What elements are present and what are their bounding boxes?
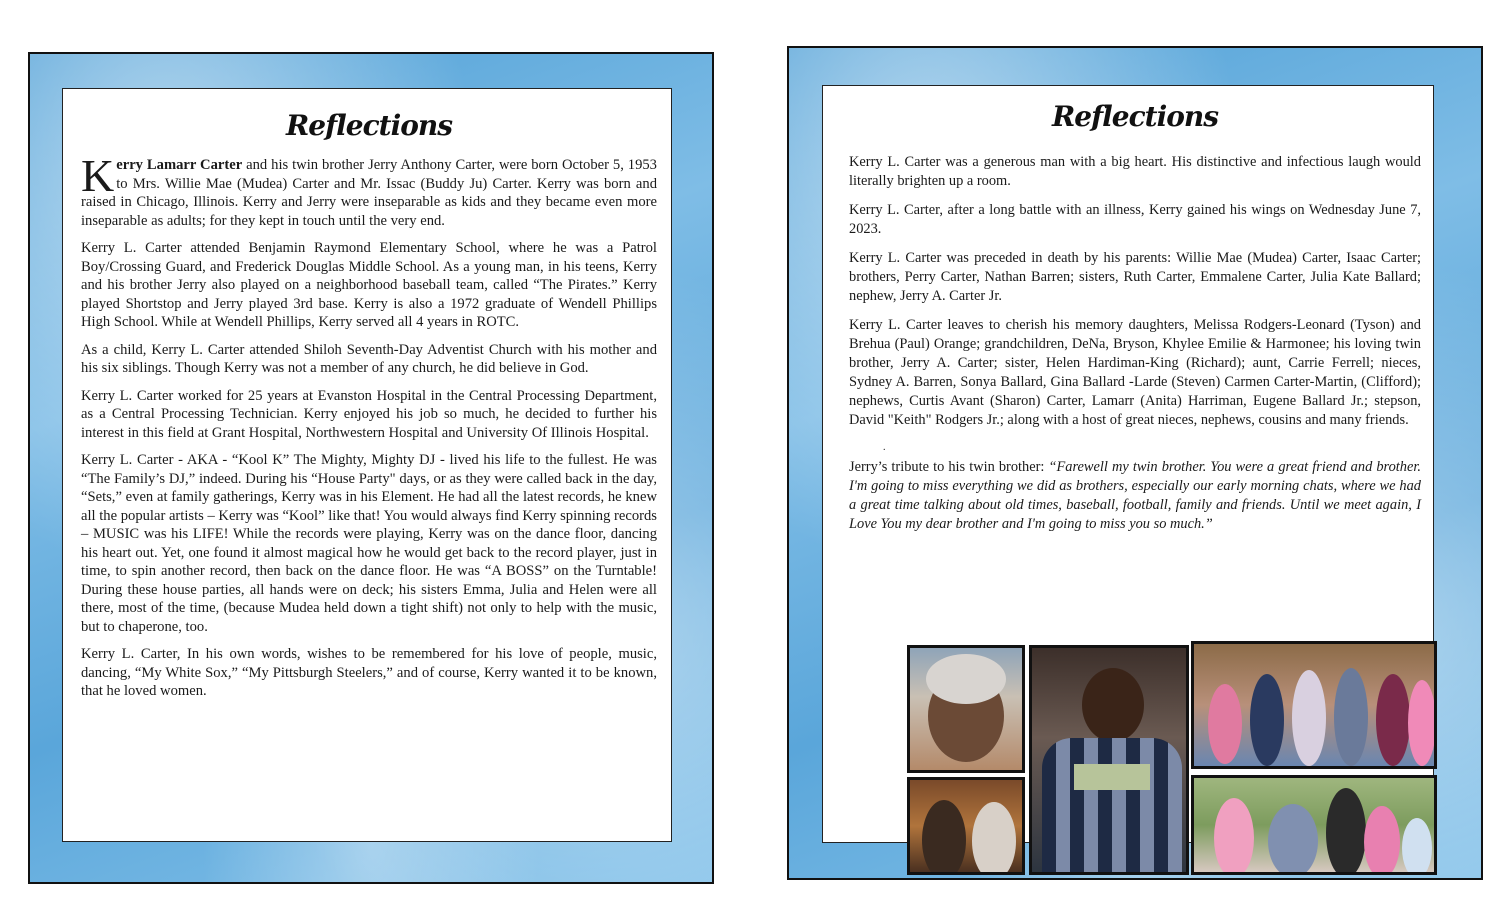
left-page-text-frame <box>62 88 672 842</box>
tribute-lead: Jerry’s tribute to his twin brother: <box>849 459 1049 475</box>
spacer-mark: . <box>883 442 886 453</box>
intro-name: erry Lamarr Carter <box>116 157 243 173</box>
left-page <box>28 52 714 884</box>
paragraph-tribute <box>849 458 1421 534</box>
left-page-heading: Reflections <box>286 109 452 142</box>
paragraph-remembered: Kerry L. Carter, In his own words, wishes to be remembered for his love of people, music, dancing, “My White Sox,” “My Pittsburgh Steelers,” and of course, Kerry wanted it to be known, that he loved women. <box>81 646 657 699</box>
paragraph-dj: Kerry L. Carter - AKA - “Kool K” The Mighty, Mighty DJ - lived his life to the fullest. He was “The Family’s DJ,” indeed. During his “House Party" days, or as they were called back in the day, “Sets,” even at family gatherings, Kerry was in his Element. He had all the latest records, he knew all the popular artists – Kerry was “Kool” like that! You would always find Kerry spinning records – MUSIC was his LIFE! While the records were playing, Kerry was on the dance floor, dancing his heart out. Yet, one found it almost magical how he would get back to the record player, just in time, to spin another record, then back on the dance floor. He was “A BOSS” on the Turntable! During these house parties, all hands were on deck; his sisters Emma, Julia and Helen were all there, most of the time, (because Mudea held down a tight shift) not only to help with the music, but to chaperone, too. <box>81 452 657 635</box>
spacer <box>849 440 1421 458</box>
paragraph-passing: Kerry L. Carter, after a long battle with an illness, Kerry gained his wings on Wednesday June 7, 2023. <box>849 202 1421 237</box>
tribute-quote: “Farewell my twin brother. You were a great friend and brother. I'm going to miss everything we did as brothers, especially our early morning chats, where we had a great time talking about old times, baseball, football, family and friends. Until we meet again, I Love You my dear brother and I'm going to miss you so much.” <box>849 459 1421 532</box>
photo-man-with-money <box>1029 645 1189 875</box>
paragraph-survivors: Kerry L. Carter leaves to cherish his memory daughters, Melissa Rodgers-Leonard (Tyson) and Brehua (Paul) Orange; grandchildren, DeNa, Bryson, Khylee Emilie & Harmonee; his loving twin brother, Jerry A. Carter; sister, Helen Hardiman-King (Richard); aunt, Carrie Ferrell; nieces, Sydney A. Barren, Sonya Ballard, Gina Ballard -Larde (Steven) Carmen Carter-Martin, (Clifford); nephews, Curtis Avant (Sharon) Carter, Lamarr (Anita) Harriman, Eugene Ballard Jr.; stepson, David "Keith" Rodgers Jr.; along with a host of great nieces, nephews, cousins and many friends. <box>849 317 1421 428</box>
drop-cap: K <box>81 150 115 201</box>
paragraph-school: Kerry L. Carter attended Benjamin Raymond Elementary School, where he was a Patrol Boy/Crossing Guard, and Frederick Douglas Middle School. As a young man, in his teens, Kerry and his brother Jerry also played on a neighborhood baseball team, called “The Pirates.” Kerry played Shortstop and Jerry played 3rd base. Kerry is also a 1972 graduate of Wendell Phillips High School. While at Wendell Phillips, Kerry served all 4 years in ROTC. <box>81 240 657 330</box>
photo-portrait-woman <box>907 645 1025 773</box>
right-page <box>787 46 1483 880</box>
photo-collage <box>873 641 1403 874</box>
photo-family-outdoors <box>1191 775 1437 875</box>
paragraph-preceded: Kerry L. Carter was preceded in death by his parents: Willie Mae (Mudea) Carter, Isaac Carter; brothers, Perry Carter, Nathan Barren; sisters, Ruth Carter, Emmalene Carter, Julia Kate Ballard; nephew, Jerry A. Carter Jr. <box>849 250 1421 304</box>
right-page-text-frame <box>822 85 1434 843</box>
right-page-heading: Reflections <box>1052 100 1218 133</box>
paragraph-church: As a child, Kerry L. Carter attended Shiloh Seventh-Day Adventist Church with his mother and his six siblings. Though Kerry was not a member of any church, he did believe in God. <box>81 341 657 376</box>
paragraph-generous: Kerry L. Carter was a generous man with a big heart. His distinctive and infectious laugh would literally brighten up a room. <box>849 154 1421 189</box>
photo-two-men <box>907 777 1025 875</box>
paragraph-work: Kerry L. Carter worked for 25 years at Evanston Hospital in the Central Processing Department, as a Central Processing Technician. Kerry enjoyed his job so much, he decided to further his interest in this field at Grant Hospital, Northwestern Hospital and University Of Illinois Hospital. <box>81 387 657 441</box>
intro-text: and his twin brother Jerry Anthony Carter, were born October 5, 1953 to Mrs. Willie Mae (Mudea) Carter and Mr. Issac (Buddy Ju) Carter. Kerry was born and raised in Chicago, Illinois. Kerry and Jerry were inseparable as kids and they became even more inseparable as adults; for they kept in touch until the very end. <box>81 157 657 229</box>
photo-family-group <box>1191 641 1437 769</box>
intro-paragraph <box>81 150 657 230</box>
